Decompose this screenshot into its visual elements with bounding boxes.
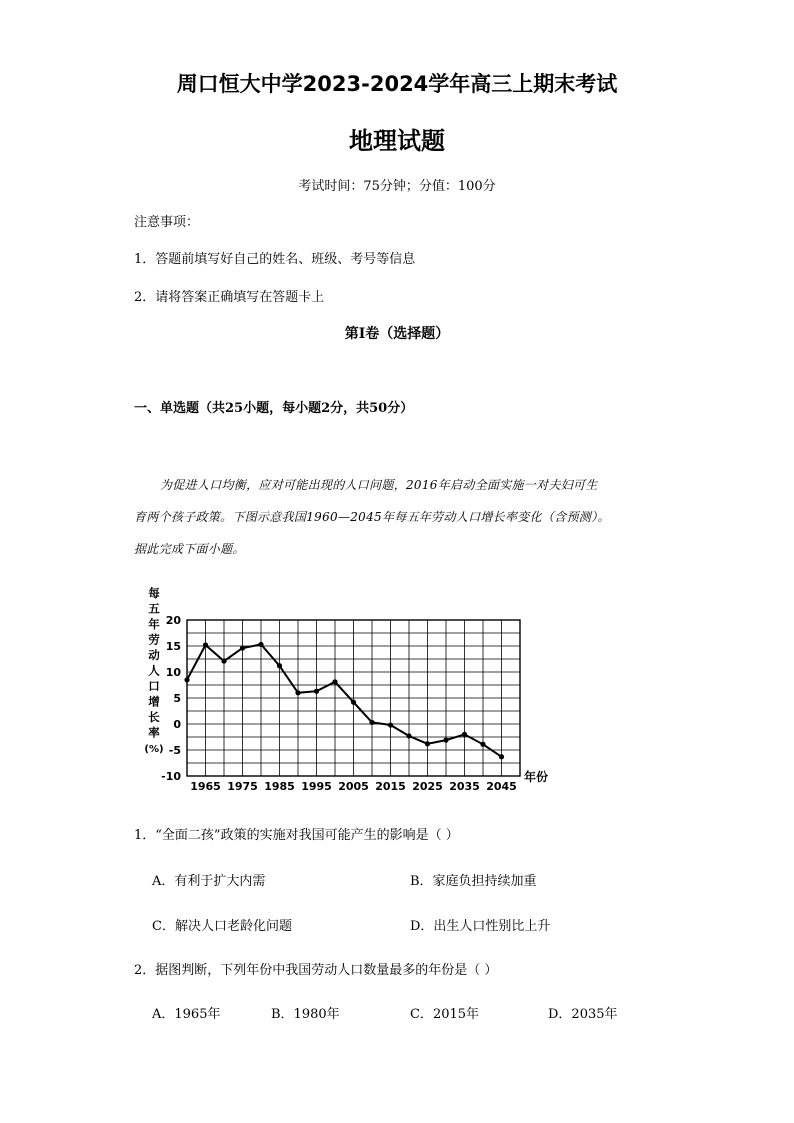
passage-line: 为促进人口均衡，应对可能出现的人口问题，2016年启动全面实施一对夫妇可生 bbox=[160, 478, 598, 492]
school-title: 周口恒大中学2023-2024学年高三上期末考试 bbox=[176, 72, 618, 96]
y-tick-labels bbox=[161, 614, 181, 783]
q2-option-c: C．2015年 bbox=[410, 1007, 480, 1022]
y-axis-label-char: (%) bbox=[144, 744, 164, 755]
y-tick-label: -5 bbox=[168, 744, 181, 757]
q1-option-d: D．出生人口性别比上升 bbox=[410, 919, 551, 934]
y-axis-label-char: 增 bbox=[148, 694, 160, 709]
q1-option-a: A．有利于扩大内需 bbox=[152, 874, 266, 889]
data-point bbox=[480, 742, 485, 747]
x-tick-label: 2045 bbox=[486, 780, 517, 793]
question-2-stem: 2．据图判断，下列年份中我国劳动人口数量最多的年份是（ ） bbox=[134, 963, 498, 978]
exam-info: 考试时间：75分钟；分值：100分 bbox=[298, 179, 496, 194]
data-point bbox=[388, 722, 393, 727]
x-tick-label: 2025 bbox=[412, 780, 443, 793]
chart-grid bbox=[187, 620, 520, 776]
series-line bbox=[187, 644, 502, 756]
data-point bbox=[369, 720, 374, 725]
x-tick-label: 2035 bbox=[449, 780, 480, 793]
notice-heading: 注意事项： bbox=[134, 215, 200, 230]
x-tick-labels bbox=[190, 780, 517, 793]
y-axis-label bbox=[144, 586, 163, 755]
x-tick-label: 1995 bbox=[301, 780, 332, 793]
subject-title: 地理试题 bbox=[349, 127, 445, 155]
data-point bbox=[184, 677, 189, 682]
data-point bbox=[258, 642, 263, 647]
q1-option-c: C．解决人口老龄化问题 bbox=[152, 919, 292, 934]
y-axis-label-char: 动 bbox=[148, 648, 160, 662]
data-point bbox=[499, 754, 504, 759]
y-axis-label-char: 五 bbox=[148, 601, 160, 616]
data-point bbox=[295, 690, 300, 695]
y-axis-label-char: 口 bbox=[148, 679, 160, 693]
data-point bbox=[462, 732, 467, 737]
y-tick-label: 15 bbox=[165, 640, 181, 653]
data-point bbox=[425, 741, 430, 746]
x-tick-label: 2005 bbox=[338, 780, 369, 793]
x-axis-label: 年份 bbox=[524, 770, 549, 784]
notice-item: 2．请将答案正确填写在答题卡上 bbox=[134, 290, 325, 305]
y-tick-label: 20 bbox=[165, 614, 181, 627]
y-axis-label-char: 长 bbox=[148, 710, 160, 724]
y-axis-label-char: 年 bbox=[148, 617, 160, 631]
data-point bbox=[221, 658, 226, 663]
y-axis-label-char: 人 bbox=[148, 663, 160, 678]
q2-option-d: D．2035年 bbox=[548, 1007, 618, 1022]
q2-option-a: A．1965年 bbox=[152, 1007, 221, 1022]
data-point bbox=[406, 733, 411, 738]
x-tick-label: 1985 bbox=[264, 780, 295, 793]
data-point bbox=[203, 642, 208, 647]
volume-title: 第I卷（选择题） bbox=[344, 326, 450, 342]
question-1-stem: 1．“全面二孩”政策的实施对我国可能产生的影响是（ ） bbox=[134, 828, 459, 843]
data-point bbox=[332, 679, 337, 684]
x-tick-label: 2015 bbox=[375, 780, 406, 793]
section-title: 一、单选题（共25小题，每小题2分，共50分） bbox=[134, 401, 414, 416]
q1-option-b: B．家庭负担持续加重 bbox=[410, 874, 537, 889]
passage-line: 据此完成下面小题。 bbox=[134, 542, 245, 556]
series-points bbox=[184, 642, 504, 760]
data-point bbox=[277, 663, 282, 668]
notice-item: 1．答题前填写好自己的姓名、班级、考号等信息 bbox=[134, 252, 416, 267]
y-tick-label: 0 bbox=[173, 718, 181, 731]
line-chart bbox=[130, 585, 560, 800]
y-axis-label-char: 劳 bbox=[148, 632, 160, 647]
data-point bbox=[351, 700, 356, 705]
data-point bbox=[443, 738, 448, 743]
y-tick-label: 10 bbox=[165, 666, 181, 679]
x-tick-label: 1965 bbox=[190, 780, 221, 793]
y-tick-label: -10 bbox=[161, 770, 181, 783]
q2-option-b: B．1980年 bbox=[271, 1007, 340, 1022]
data-point bbox=[240, 645, 245, 650]
y-axis-label-char: 率 bbox=[148, 725, 160, 740]
x-tick-label: 1975 bbox=[227, 780, 258, 793]
data-point bbox=[314, 689, 319, 694]
y-axis-label-char: 每 bbox=[148, 586, 160, 600]
y-tick-label: 5 bbox=[173, 692, 181, 705]
passage-line: 育两个孩子政策。下图示意我国1960—2045年每五年劳动人口增长率变化（含预测）。 bbox=[134, 510, 610, 524]
